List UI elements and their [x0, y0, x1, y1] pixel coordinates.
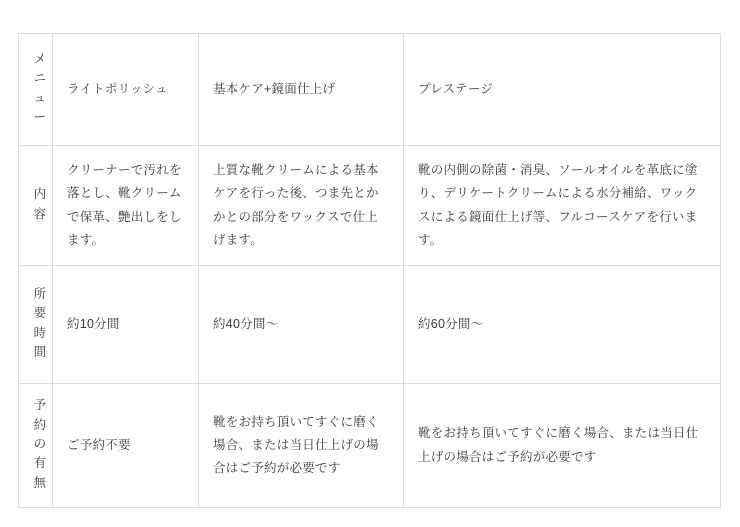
row-label-reservation — [19, 384, 53, 508]
table-row — [19, 266, 721, 384]
cell-content-prestige: 靴の内側の除菌・消臭、ソールオイルを革底に塗り、デリケートクリームによる水分補給、ワックスによる鏡面仕上げ等、フルコースケアを行います。 — [404, 146, 721, 266]
table-row — [19, 146, 721, 266]
table-row — [19, 384, 721, 508]
cell-reservation-prestige: 靴をお持ち頂いてすぐに磨く場合、または当日仕上げの場合はご予約が必要です — [404, 384, 721, 508]
service-table-container — [18, 33, 720, 508]
cell-menu-light-polish: ライトポリッシュ — [53, 34, 199, 146]
row-label-content — [19, 146, 53, 266]
row-label-duration-text: 所要時間 — [33, 286, 47, 359]
row-label-duration — [19, 266, 53, 384]
row-label-reservation-text: 予約の有無 — [33, 398, 47, 490]
cell-menu-prestige: プレステージ — [404, 34, 721, 146]
row-label-content-text: 内容 — [33, 187, 47, 221]
cell-menu-basic-mirror: 基本ケア+鏡面仕上げ — [199, 34, 404, 146]
cell-reservation-light-polish: ご予約不要 — [53, 384, 199, 508]
row-label-menu — [19, 34, 53, 146]
cell-content-basic-mirror: 上質な靴クリームによる基本ケアを行った後、つま先とかかとの部分をワックスで仕上げます。 — [199, 146, 404, 266]
service-comparison-table — [18, 33, 721, 508]
table-row — [19, 34, 721, 146]
row-label-menu-text: メニュー — [33, 51, 47, 124]
cell-duration-prestige: 約60分間〜 — [404, 266, 721, 384]
cell-duration-light-polish: 約10分間 — [53, 266, 199, 384]
cell-duration-basic-mirror: 約40分間〜 — [199, 266, 404, 384]
cell-content-light-polish: クリーナーで汚れを落とし、靴クリームで保革、艶出しをします。 — [53, 146, 199, 266]
cell-reservation-basic-mirror: 靴をお持ち頂いてすぐに磨く場合、または当日仕上げの場合はご予約が必要です — [199, 384, 404, 508]
